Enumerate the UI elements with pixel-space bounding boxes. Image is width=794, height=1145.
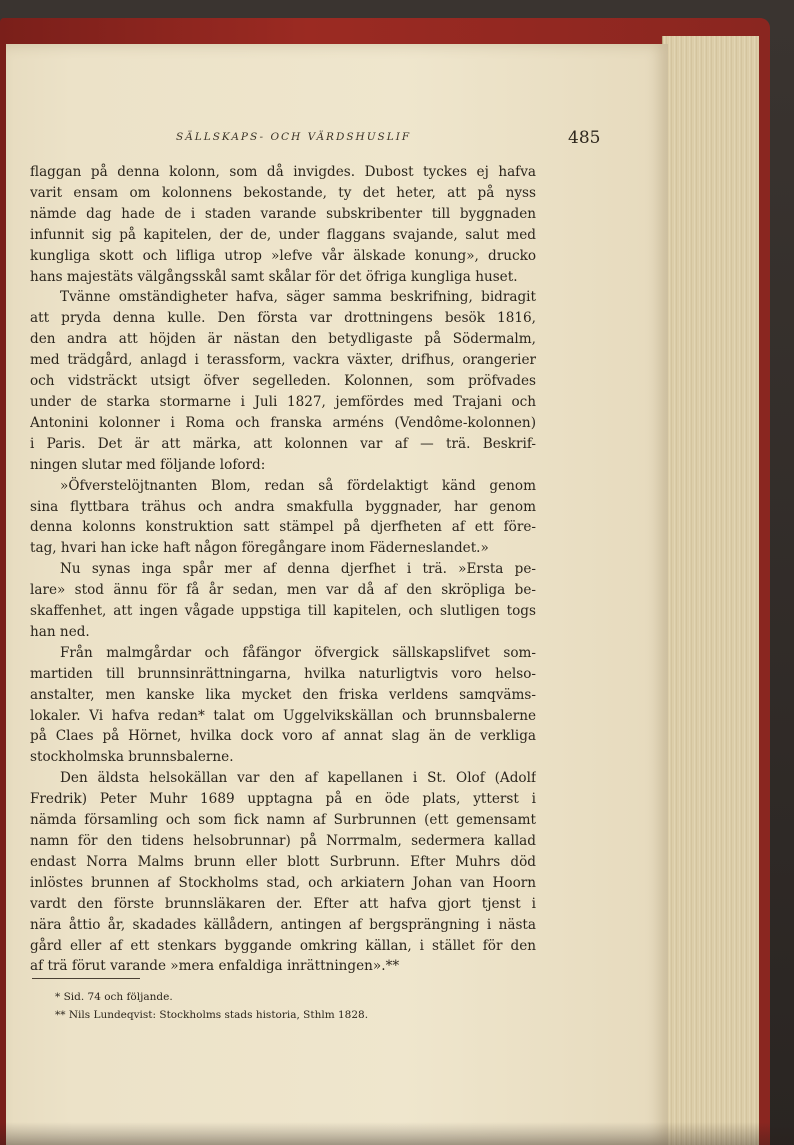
text-line: lare» stod ännu för få år sedan, men var då af den skröpliga be- — [30, 582, 536, 599]
text-line: under de starka stormarne i Juli 1827, jemfördes med Trajani och — [30, 393, 536, 410]
footnote: ** Nils Lundeqvist: Stockholms stads historia, Sthlm 1828. — [55, 1009, 369, 1021]
text-line: flaggan på denna kolonn, som då invigdes. Dubost tyckes ej hafva — [30, 164, 536, 180]
text-line: i Paris. Det är att märka, att kolonnen var af — trä. Beskrif- — [30, 435, 536, 452]
text-line: vardt den förste brunnsläkaren der. Efter att hafva gjort tjenst i — [30, 895, 536, 912]
page-number: 485 — [568, 128, 601, 148]
text-line: han ned. — [30, 623, 90, 640]
text-line: martiden till brunnsinrättningarna, hvilka naturligtvis voro helso- — [30, 665, 536, 682]
text-line: skaffenhet, att ingen vågade uppstiga till kapitelen, och slutligen togs — [30, 603, 536, 620]
text-line: sina flyttbara trähus och andra smakfulla byggnader, har genom — [30, 498, 536, 515]
text-line: ningen slutar med följande loford: — [30, 456, 266, 473]
text-line: den andra att höjden är nästan den betydligaste på Södermalm, — [30, 331, 536, 348]
text-line: namn för den tidens helsobrunnar) på Norrmalm, sedermera kallad — [30, 833, 536, 849]
running-head: SÄLLSKAPS- OCH VÄRDSHUSLIF — [176, 131, 412, 143]
text-line: på Claes på Hörnet, hvilka dock voro af annat slag än de verkliga — [30, 728, 536, 745]
text-line: kungliga skott och lifliga utrop »lefve vår älskade konung», drucko — [30, 247, 536, 264]
footnote-rule — [32, 978, 140, 979]
text-line: nära åttio år, skadades källådern, antingen af bergsprängning i nästa — [30, 916, 536, 933]
text-line: anstalter, men kanske lika mycket den friska verldens samqväms- — [30, 686, 536, 703]
text-line: af trä förut varande »mera enfaldiga inrättningen».** — [30, 958, 400, 975]
text-line: Nu synas inga spår mer af denna djerfhet i trä. »Ersta pe- — [60, 561, 536, 578]
text-line: lokaler. Vi hafva redan* talat om Uggelvikskällan och brunnsbalerne — [30, 707, 536, 724]
text-line: Fredrik) Peter Muhr 1689 upptagna på en öde plats, ytterst i — [30, 791, 536, 808]
page-edges — [662, 36, 759, 1145]
text-line: endast Norra Malms brunn eller blott Surbrunn. Efter Muhrs död — [30, 853, 536, 870]
text-line: Antonini kolonner i Roma och franska arméns (Vendôme-kolonnen) — [30, 414, 536, 431]
bottom-shadow — [0, 1122, 794, 1145]
text-line: och vidsträckt utsigt öfver segelleden. Kolonnen, som pröfvades — [30, 373, 536, 390]
footnote: * Sid. 74 och följande. — [55, 991, 173, 1003]
text-line: med trädgård, anlagd i terassform, vackra växter, drifhus, orangerier — [30, 352, 536, 369]
text-line: Från malmgårdar och fåfängor öfvergick sällskapslifvet som- — [60, 644, 536, 661]
text-line: stockholmska brunnsbalerne. — [30, 749, 234, 766]
text-line: gård eller af ett stenkars byggande omkring källan, i stället för den — [30, 937, 536, 954]
text-line: varit ensam om kolonnens bekostande, ty det heter, att på nyss — [30, 184, 536, 201]
text-line: att pryda denna kulle. Den första var drottningens besök 1816, — [30, 310, 536, 327]
footnotes — [55, 988, 535, 1024]
text-line: Tvänne omständigheter hafva, säger samma beskrifning, bidragit — [60, 289, 536, 306]
text-line: inlöstes brunnen af Stockholms stad, och arkiatern Johan van Hoorn — [30, 874, 536, 891]
text-line: nämda församling och som fick namn af Surbrunnen (ett gemensamt — [30, 812, 536, 829]
text-line: infunnit sig på kapitelen, der de, under flaggans svajande, salut med — [30, 226, 536, 243]
body-text — [30, 162, 536, 977]
text-line: tag, hvari han icke haft någon föregångare inom Fäderneslandet.» — [30, 540, 489, 557]
text-line: hans majestäts välgångsskål samt skålar för det öfriga kungliga huset. — [30, 268, 518, 285]
text-line: »Öfverstelöjtnanten Blom, redan så fördelaktigt känd genom — [60, 477, 536, 494]
text-line: denna kolonns konstruktion satt stämpel på djerfheten af ett före- — [30, 519, 536, 536]
text-line: Den äldsta helsokällan var den af kapellanen i St. Olof (Adolf — [60, 770, 536, 787]
text-line: nämde dag hade de i staden varande subskribenter till byggnaden — [30, 205, 536, 222]
